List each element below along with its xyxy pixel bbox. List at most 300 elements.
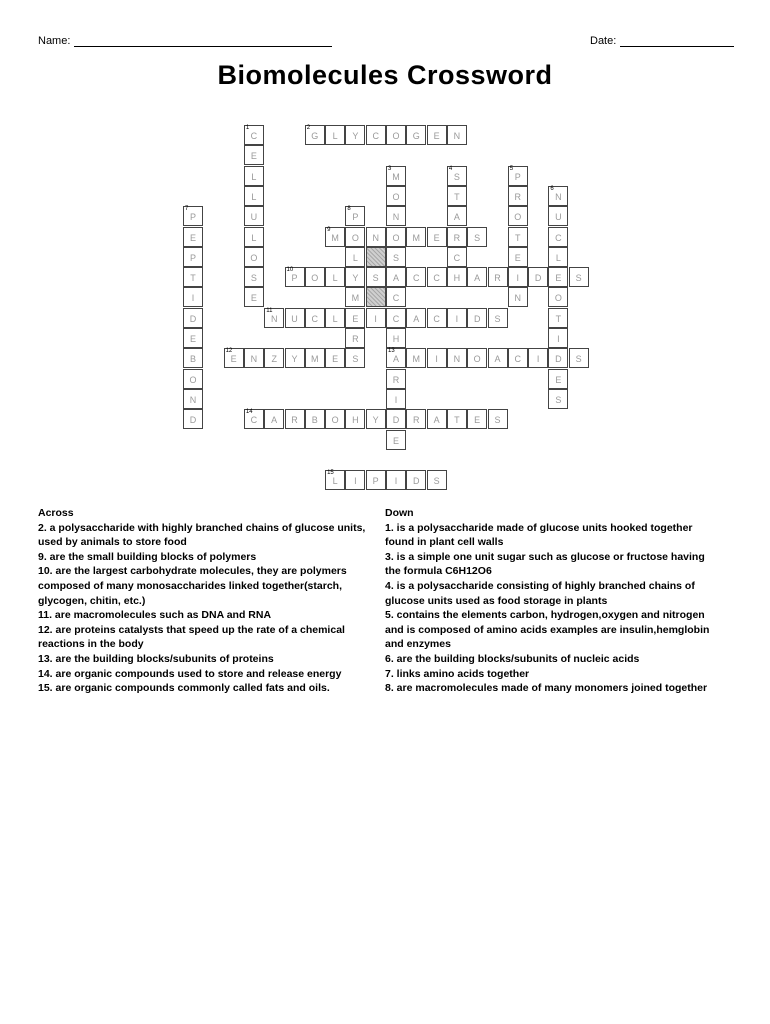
cell-letter: T	[454, 191, 460, 202]
grid-cell[interactable]	[386, 348, 406, 368]
cell-letter: T	[515, 232, 521, 243]
grid-cell[interactable]	[406, 308, 426, 328]
cell-letter: N	[250, 354, 258, 365]
down-clue: 7. links amino acids together	[385, 667, 530, 680]
cell-letter: N	[453, 354, 461, 365]
cell-letter: L	[332, 131, 338, 141]
name-label: Name:	[38, 35, 71, 47]
grid-cell[interactable]	[406, 227, 426, 247]
cell-letter: O	[473, 354, 481, 365]
cell-letter: E	[352, 313, 359, 324]
cell-letter: S	[433, 476, 440, 487]
cell-letter: D	[473, 313, 481, 324]
grid-cell[interactable]	[183, 348, 203, 368]
grid-cell[interactable]	[345, 308, 365, 328]
grid-cell[interactable]	[548, 227, 568, 247]
cell-letter: O	[392, 232, 400, 243]
grid-cell[interactable]	[264, 308, 284, 328]
grid-cell[interactable]	[406, 125, 426, 145]
cell-letter: C	[453, 252, 461, 263]
cell-letter: E	[250, 151, 257, 162]
grid-cell[interactable]	[427, 470, 447, 490]
cell-letter: I	[354, 476, 357, 487]
cell-letter: S	[453, 171, 460, 182]
grid-cell[interactable]	[325, 227, 345, 247]
cell-letter: D	[189, 415, 197, 426]
cell-letter: C	[392, 293, 400, 304]
grid-cell[interactable]	[183, 389, 203, 409]
down-clue-list	[385, 521, 715, 696]
cell-letter: N	[189, 394, 197, 405]
cell-letter: P	[189, 252, 196, 263]
grid-cell[interactable]	[366, 470, 386, 490]
clue-number: 12	[225, 348, 233, 355]
clue-number: 8	[347, 206, 351, 213]
date-label: Date:	[590, 35, 617, 47]
clue-number: 11	[266, 307, 273, 314]
grid-cell[interactable]	[548, 308, 568, 328]
grid-cell[interactable]	[447, 125, 467, 145]
grid-cell[interactable]	[345, 206, 365, 226]
grid-cell[interactable]	[508, 287, 528, 307]
grid-cell[interactable]	[345, 348, 365, 368]
cell-letter: Y	[352, 131, 359, 141]
grid-cell[interactable]	[325, 125, 345, 145]
grid-cell[interactable]	[467, 348, 487, 368]
grid-cell[interactable]	[264, 409, 284, 429]
clue-number: 6	[550, 185, 554, 192]
cell-letter: P	[372, 476, 379, 487]
grid-cell[interactable]	[345, 470, 365, 490]
cell-letter: R	[392, 374, 400, 385]
cell-letter: S	[494, 415, 501, 426]
across-clue: 2. a polysaccharide with highly branched chains of glucose units, used by animals to store food	[38, 521, 366, 549]
cell-letter: N	[392, 212, 400, 223]
cell-letter: O	[189, 374, 197, 385]
cell-letter: O	[351, 232, 359, 243]
cell-letter: L	[332, 273, 338, 284]
grid-cell[interactable]	[386, 389, 406, 409]
cell-letter: E	[433, 131, 440, 141]
grid-cell[interactable]	[508, 267, 528, 287]
grid-cell[interactable]	[447, 247, 467, 267]
clue-number: 1	[245, 125, 250, 131]
cell-letter: R	[514, 191, 522, 202]
grid-cell[interactable]	[244, 287, 264, 307]
grid-cell[interactable]	[447, 409, 467, 429]
clue-number: 10	[286, 267, 294, 274]
cell-letter: U	[291, 313, 298, 324]
grid-cell[interactable]	[427, 227, 447, 247]
clue-number: 15	[327, 470, 334, 477]
cell-letter: D	[534, 273, 542, 284]
grid-cell[interactable]	[467, 267, 487, 287]
cell-letter: L	[251, 171, 257, 182]
cell-letter: S	[372, 273, 379, 284]
grid-cell[interactable]	[548, 287, 568, 307]
across-clue: 12. are proteins catalysts that speed up the rate of a chemical reactions in the body	[38, 623, 345, 651]
cell-letter: M	[351, 293, 360, 304]
grid-cell[interactable]	[224, 348, 244, 368]
grid-cell[interactable]	[447, 186, 467, 206]
cell-letter: E	[474, 415, 481, 426]
cell-letter: B	[189, 354, 196, 365]
cell-letter: O	[392, 191, 400, 202]
grid-cell[interactable]	[244, 125, 264, 145]
cell-letter: S	[392, 252, 399, 263]
clue-number: 5	[509, 165, 514, 172]
cell-letter: E	[189, 334, 196, 344]
cell-letter: E	[392, 435, 399, 446]
cell-letter: C	[413, 273, 420, 284]
grid-cell[interactable]	[366, 267, 386, 287]
clue-number: 4	[448, 165, 453, 172]
grid-cell[interactable]	[427, 267, 447, 287]
grid-cell[interactable]	[508, 206, 528, 226]
grid-cell[interactable]	[386, 186, 406, 206]
grid-cell[interactable]	[548, 328, 568, 348]
grid-cell[interactable]	[528, 348, 548, 368]
grid-cell[interactable]	[325, 308, 345, 328]
clue-number: 7	[185, 206, 189, 213]
cell-letter: E	[514, 252, 521, 263]
grid-cell[interactable]	[569, 267, 589, 287]
cell-letter: E	[555, 273, 562, 284]
cell-letter: R	[453, 232, 461, 243]
cell-letter: A	[453, 212, 460, 223]
grid-cell[interactable]	[244, 267, 264, 287]
clue-number: 9	[327, 226, 331, 233]
grid-cell[interactable]	[447, 166, 467, 186]
grid-cell[interactable]	[569, 348, 589, 368]
grid-cell[interactable]	[467, 409, 487, 429]
cell-letter: I	[536, 354, 540, 365]
grid-cell[interactable]	[244, 206, 264, 226]
cell-letter: L	[352, 252, 358, 263]
grid-cell[interactable]	[427, 409, 447, 429]
cell-letter: P	[291, 273, 298, 284]
grid-cell[interactable]	[508, 348, 528, 368]
grid-cell[interactable]	[183, 328, 203, 348]
grid-cell[interactable]	[508, 247, 528, 267]
grid-cell[interactable]	[427, 348, 447, 368]
grid-cell[interactable]	[488, 308, 508, 328]
cell-letter: E	[189, 232, 196, 243]
cell-letter: C	[433, 313, 440, 324]
grid-cell[interactable]	[305, 409, 325, 429]
grid-cell[interactable]	[244, 348, 264, 368]
grid-cell[interactable]	[548, 267, 568, 287]
cell-letter: N	[372, 232, 379, 243]
down-clue: 3. is a simple one unit sugar such as glucose or fructose having the formula C6H12O6	[385, 550, 705, 578]
cell-letter: C	[514, 354, 522, 365]
grid-cell[interactable]	[183, 369, 203, 389]
cell-letter: C	[250, 131, 258, 141]
across-clue: 14. are organic compounds used to store and release energy	[38, 667, 342, 680]
cell-letter: A	[392, 354, 399, 365]
cell-letter: E	[230, 354, 237, 365]
grid-cell[interactable]	[345, 247, 365, 267]
cell-letter: I	[394, 476, 398, 487]
cell-letter: I	[435, 354, 438, 365]
cell-letter: O	[250, 252, 258, 263]
grid-cell[interactable]	[285, 348, 305, 368]
cell-letter: D	[189, 313, 197, 324]
cell-letter: P	[352, 212, 359, 223]
cell-letter: C	[311, 313, 319, 324]
grid-cell[interactable]	[345, 328, 365, 348]
grid-cell[interactable]	[548, 247, 568, 267]
cell-letter: T	[190, 273, 196, 284]
grid-cell[interactable]	[285, 267, 305, 287]
cell-letter: S	[494, 313, 501, 324]
cell-letter: M	[392, 171, 400, 182]
grid-cell[interactable]	[447, 267, 467, 287]
cell-letter: G	[311, 131, 319, 141]
grid-cell[interactable]	[183, 227, 203, 247]
grid-cell[interactable]	[447, 206, 467, 226]
across-heading: Across	[38, 507, 74, 519]
cell-letter: M	[311, 354, 319, 365]
cell-letter: T	[454, 415, 460, 426]
across-clue: 13. are the building blocks/subunits of proteins	[38, 652, 274, 665]
grid-cell[interactable]	[386, 247, 406, 267]
grid-cell[interactable]	[183, 409, 203, 429]
grid-cell[interactable]	[244, 166, 264, 186]
cell-letter: S	[575, 273, 582, 284]
grid-cell[interactable]	[386, 308, 406, 328]
grid-cell[interactable]	[244, 247, 264, 267]
down-clue: 1. is a polysaccharide made of glucose units hooked together found in plant cell walls	[385, 521, 693, 549]
cell-letter: I	[557, 334, 560, 344]
grid-cell[interactable]	[366, 125, 386, 145]
cell-letter: Y	[352, 273, 359, 284]
cell-letter: M	[412, 232, 421, 243]
cell-letter: C	[392, 313, 400, 324]
cell-letter: S	[575, 354, 582, 365]
cell-letter: Y	[291, 354, 298, 365]
blocked-cell	[366, 247, 386, 267]
down-clues	[385, 506, 715, 696]
grid-cell[interactable]	[548, 369, 568, 389]
down-heading: Down	[385, 507, 414, 519]
grid-cell[interactable]	[366, 409, 386, 429]
crossword-grid	[0, 0, 770, 500]
grid-cell[interactable]	[406, 348, 426, 368]
grid-cell[interactable]	[406, 409, 426, 429]
cell-letter: P	[514, 171, 521, 182]
cell-letter: L	[332, 313, 338, 324]
grid-cell[interactable]	[244, 409, 264, 429]
grid-cell[interactable]	[386, 267, 406, 287]
across-clue: 9. are the small building blocks of polymers	[38, 550, 257, 563]
cell-letter: S	[555, 394, 562, 405]
grid-cell[interactable]	[345, 227, 365, 247]
cell-letter: M	[412, 354, 421, 365]
blocked-cell	[366, 287, 386, 307]
grid-cell[interactable]	[305, 267, 325, 287]
grid-cell[interactable]	[183, 267, 203, 287]
grid-cell[interactable]	[386, 328, 406, 348]
grid-cell[interactable]	[548, 206, 568, 226]
cell-letter: Z	[271, 354, 277, 365]
clue-number: 3	[388, 165, 392, 172]
cell-letter: L	[251, 191, 257, 202]
grid-cell[interactable]	[325, 470, 345, 490]
grid-cell[interactable]	[345, 409, 365, 429]
cell-letter: M	[331, 232, 339, 243]
grid-cell[interactable]	[244, 227, 264, 247]
grid-cell[interactable]	[508, 186, 528, 206]
grid-cell[interactable]	[325, 409, 345, 429]
cell-letter: C	[433, 273, 440, 284]
cell-letter: S	[352, 354, 359, 365]
grid-cell[interactable]	[264, 348, 284, 368]
cell-letter: G	[412, 131, 420, 141]
across-clue: 10. are the largest carbohydrate molecules, they are polymers composed of many monosaccharides linked together(starch, glycogen, chitin, etc.)	[38, 565, 347, 607]
down-clue: 8. are macromolecules made of many monomers joined together	[385, 682, 708, 695]
cell-letter: L	[251, 232, 257, 243]
cell-letter: E	[250, 293, 257, 304]
cell-letter: P	[189, 212, 196, 223]
cell-letter: D	[555, 354, 562, 365]
across-clue: 15. are organic compounds commonly called fats and oils.	[38, 682, 330, 695]
grid-cell[interactable]	[285, 409, 305, 429]
grid-cell[interactable]	[528, 267, 548, 287]
grid-cell[interactable]	[183, 206, 203, 226]
across-clues	[38, 506, 368, 696]
cell-letter: O	[554, 293, 562, 304]
cell-letter: N	[514, 293, 522, 304]
grid-cell[interactable]	[345, 287, 365, 307]
cell-letter: R	[291, 415, 298, 426]
cell-letter: H	[352, 415, 359, 426]
cell-letter: U	[555, 212, 562, 223]
grid-cell[interactable]	[488, 348, 508, 368]
grid-cell[interactable]	[508, 227, 528, 247]
cell-letter: A	[494, 354, 501, 365]
cell-letter: C	[250, 415, 258, 426]
across-clue-list	[38, 521, 368, 696]
cell-letter: H	[392, 334, 400, 344]
grid-cell[interactable]	[386, 125, 406, 145]
across-clue: 11. are macromolecules such as DNA and RNA	[38, 609, 272, 622]
grid-cell[interactable]	[325, 267, 345, 287]
cell-letter: I	[374, 313, 377, 324]
cell-letter: R	[494, 273, 501, 284]
grid-cell[interactable]	[406, 470, 426, 490]
grid-cell[interactable]	[386, 166, 406, 186]
grid-cell[interactable]	[305, 348, 325, 368]
grid-cell[interactable]	[548, 186, 568, 206]
cell-letter: A	[392, 273, 399, 284]
cell-letter: C	[555, 232, 562, 243]
cell-letter: A	[413, 313, 420, 324]
grid-cell[interactable]	[386, 227, 406, 247]
grid-cell[interactable]	[386, 287, 406, 307]
grid-cell[interactable]	[386, 430, 406, 450]
grid-cell[interactable]	[325, 348, 345, 368]
grid-cell[interactable]	[244, 186, 264, 206]
grid-cell[interactable]	[406, 267, 426, 287]
grid-cell[interactable]	[548, 389, 568, 409]
grid-cell[interactable]	[386, 409, 406, 429]
cell-letter: D	[413, 476, 420, 487]
cell-letter: O	[392, 131, 400, 141]
grid-cell[interactable]	[467, 227, 487, 247]
grid-cell[interactable]	[427, 125, 447, 145]
grid-cell[interactable]	[467, 308, 487, 328]
clue-number: 2	[306, 125, 311, 131]
cell-letter: L	[332, 476, 338, 487]
grid-cell[interactable]	[366, 308, 386, 328]
grid-cell[interactable]	[488, 409, 508, 429]
grid-cell[interactable]	[548, 348, 568, 368]
grid-cell[interactable]	[345, 125, 365, 145]
down-clue: 5. contains the elements carbon, hydrogen,oxygen and nitrogen and is composed of amino acids examples are insulin,hemglobin and enzymes	[385, 609, 710, 651]
grid-cell[interactable]	[386, 369, 406, 389]
grid-cell[interactable]	[427, 308, 447, 328]
grid-cell[interactable]	[386, 470, 406, 490]
cell-letter: E	[332, 354, 339, 365]
cell-letter: D	[392, 415, 400, 426]
cell-letter: E	[555, 374, 562, 385]
cell-letter: N	[555, 191, 562, 202]
page-title: Biomolecules Crossword	[217, 60, 553, 90]
cell-letter: I	[455, 313, 459, 324]
down-clue: 6. are the building blocks/subunits of nucleic acids	[385, 652, 640, 665]
cell-letter: T	[555, 313, 562, 324]
cell-letter: A	[433, 415, 440, 426]
cell-letter: N	[270, 313, 278, 324]
cell-letter: S	[474, 232, 481, 243]
cell-letter: O	[514, 212, 522, 223]
grid-cell[interactable]	[447, 348, 467, 368]
cell-letter: Y	[372, 415, 379, 426]
grid-cell[interactable]	[447, 227, 467, 247]
clue-number: 14	[245, 409, 253, 416]
cell-letter: R	[413, 415, 420, 426]
cell-letter: L	[555, 252, 561, 263]
grid-cell[interactable]	[447, 308, 467, 328]
cell-letter: I	[394, 394, 398, 405]
grid-cell[interactable]	[345, 267, 365, 287]
cell-letter: R	[352, 334, 359, 344]
grid-cell[interactable]	[183, 308, 203, 328]
grid-cell[interactable]	[244, 145, 264, 165]
clue-number: 13	[388, 348, 395, 355]
grid-cell[interactable]	[366, 227, 386, 247]
cell-letter: I	[191, 293, 195, 304]
cell-letter: U	[250, 212, 258, 223]
cell-letter: H	[453, 273, 461, 284]
grid-cell[interactable]	[305, 308, 325, 328]
cell-letter: S	[250, 273, 257, 284]
grid-cell[interactable]	[183, 287, 203, 307]
cell-letter: E	[433, 232, 440, 243]
grid-cell[interactable]	[386, 206, 406, 226]
grid-cell[interactable]	[285, 308, 305, 328]
grid-cell[interactable]	[488, 267, 508, 287]
down-clue: 4. is a polysaccharide consisting of highly branched chains of glucose units used as food storage in plants	[385, 579, 695, 607]
cell-letter: I	[516, 273, 520, 284]
grid-cell[interactable]	[508, 166, 528, 186]
cell-letter: B	[311, 415, 318, 426]
cell-letter: A	[271, 415, 278, 426]
grid-cell[interactable]	[183, 247, 203, 267]
cell-letter: C	[372, 131, 379, 141]
grid-cell[interactable]	[305, 125, 325, 145]
